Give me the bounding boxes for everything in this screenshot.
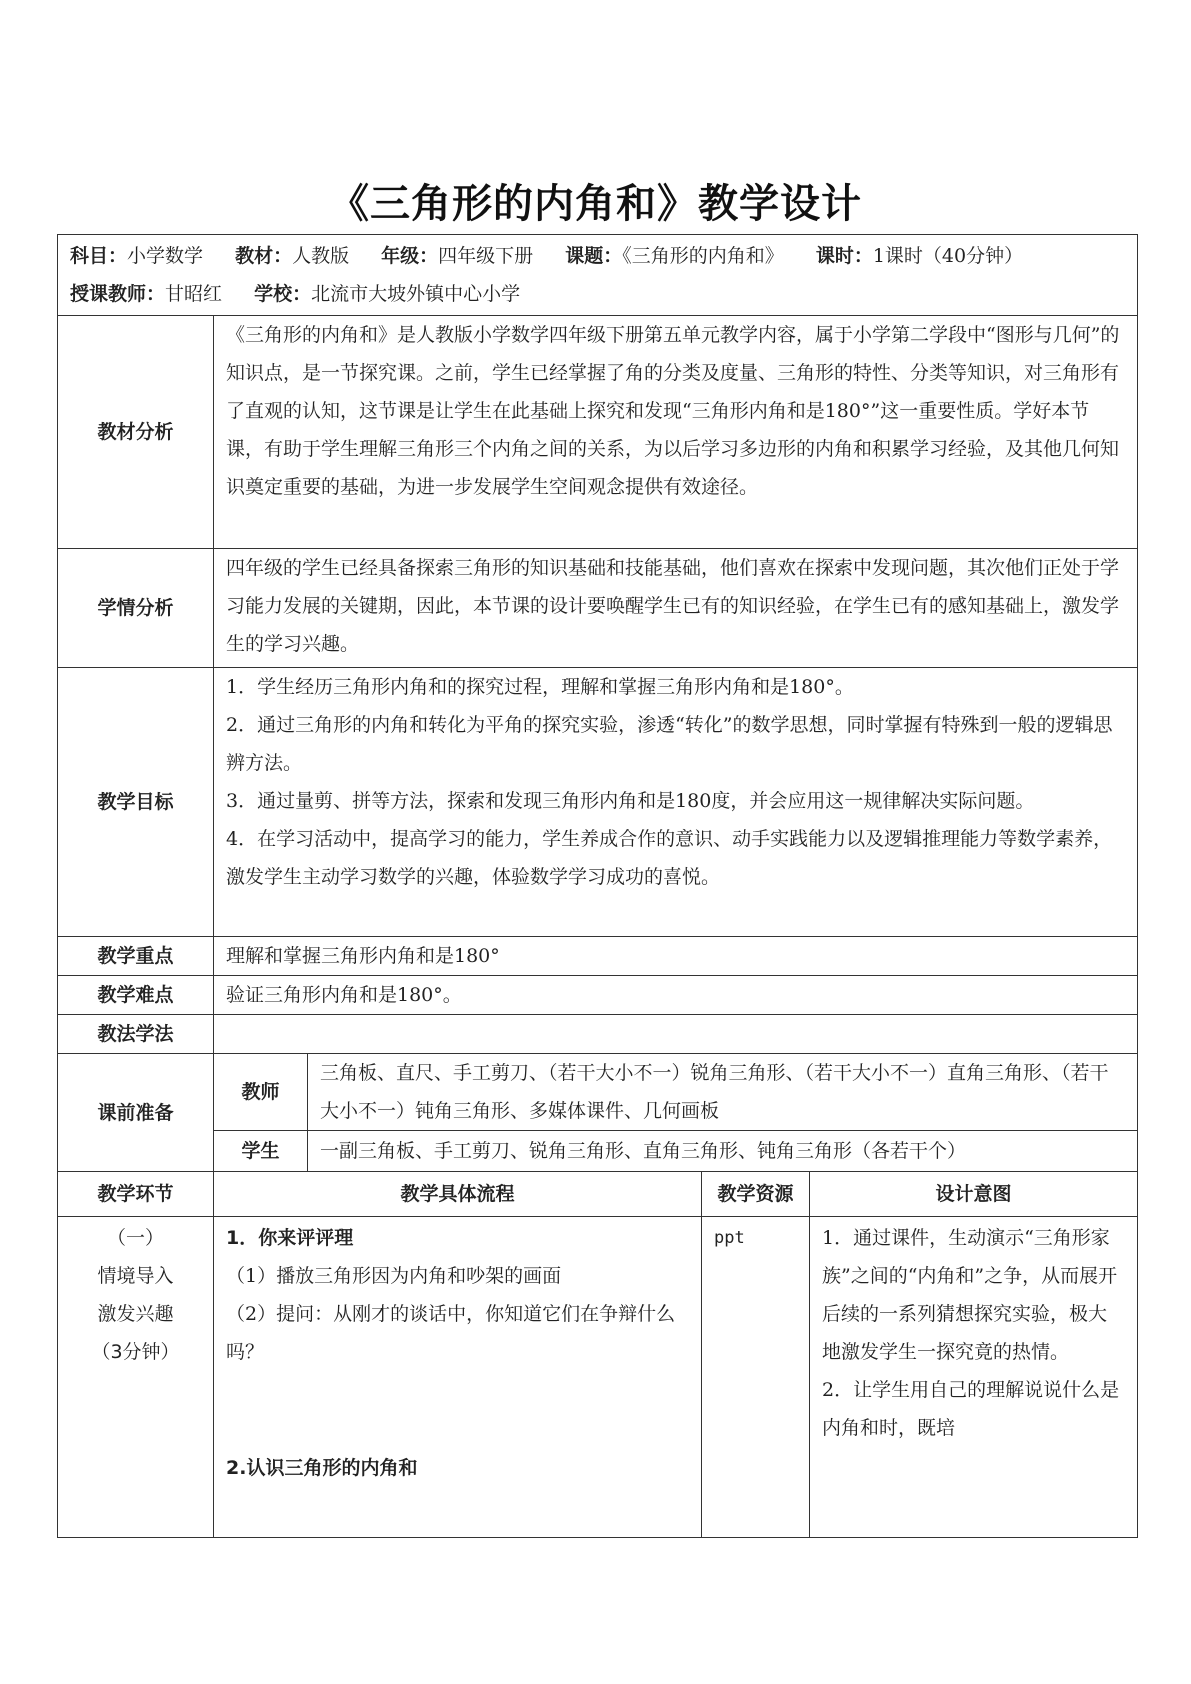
difficulty-row — [58, 976, 1138, 1015]
subject-value: 小学数学 — [127, 245, 204, 267]
methods-label: 教法学法 — [58, 1015, 214, 1054]
textbook-value: 人教版 — [292, 245, 350, 267]
stage1-intent — [810, 1217, 1138, 1538]
prep-student-text: 一副三角板、手工剪刀、锐角三角形、直角三角形、钝角三角形（各若干个） — [308, 1131, 1138, 1172]
header-flow: 教学具体流程 — [214, 1172, 702, 1217]
goal-item: 4．在学习活动中，提高学习的能力，学生养成合作的意识、动手实践能力以及逻辑推理能力等数学素养，激发学生主动学习数学的兴趣，体验数学学习成功的喜悦。 — [226, 828, 1113, 888]
goals-list — [214, 668, 1138, 937]
school-value: 北流市大坡外镇中心小学 — [311, 283, 521, 305]
key-point-text: 理解和掌握三角形内角和是180° — [214, 937, 1138, 976]
stage1-name: 情境导入 — [97, 1265, 174, 1287]
material-text: 《三角形的内角和》是人教版小学数学四年级下册第五单元教学内容，属于小学第二学段中“图形与几何”的知识点，是一节探究课。之前，学生已经掌握了角的分类及度量、三角形的特性、分类等知识，对三角形有了直观的认知，这节课是让学生在此基础上探究和发现“三角形内角和是180°”这一重要性质。学好本节课，有助于学生理解三角形三个内角之间的关系，为以后学习多边形的内角和积累学习经验，及其他几何知识奠定重要的基础，为进一步发展学生空间观念提供有效途径。 — [214, 316, 1138, 549]
key-point-row — [58, 937, 1138, 976]
students-text: 四年级的学生已经具备探索三角形的知识基础和技能基础，他们喜欢在探索中发现问题，其次他们正处于学习能力发展的关键期，因此，本节课的设计要唤醒学生已有的知识经验，在学生已有的感知基础上，激发学生的学习兴趣。 — [214, 549, 1138, 668]
material-row — [58, 316, 1138, 549]
methods-row — [58, 1015, 1138, 1054]
lesson-plan-table — [57, 234, 1138, 1538]
intent-item: 1．通过课件，生动演示“三角形家族”之间的“内角和”之争，从而展开后续的一系列猜想探究实验，极大地激发学生一探究竟的热情。 — [822, 1227, 1118, 1363]
grade-value: 四年级下册 — [438, 245, 534, 267]
methods-text — [214, 1015, 1138, 1054]
prep-student-row — [58, 1131, 1138, 1172]
flow-step: （2）提问：从刚才的谈话中，你知道它们在争辩什么吗？ — [226, 1303, 676, 1363]
goal-item: 3．通过量剪、拼等方法，探索和发现三角形内角和是180度，并会应用这一规律解决实际问题。 — [226, 790, 1035, 812]
flow-step: （1）播放三角形因为内角和吵架的画面 — [226, 1265, 562, 1287]
teacher-value: 甘昭红 — [165, 283, 223, 305]
process-header-row — [58, 1172, 1138, 1217]
flow-heading: 2.认识三角形的内角和 — [226, 1457, 418, 1479]
intent-item: 2．让学生用自己的理解说说什么是内角和时，既培 — [822, 1379, 1120, 1439]
stage1-num: （一） — [106, 1227, 164, 1249]
goal-item: 2．通过三角形的内角和转化为平角的探究实验，渗透“转化”的数学思想，同时掌握有特殊到一般的逻辑思辨方法。 — [226, 714, 1113, 774]
stage1-time: （3分钟） — [91, 1341, 180, 1363]
stage1-cell — [58, 1217, 214, 1538]
students-label: 学情分析 — [58, 549, 214, 668]
info-row: 科目：小学数学 教材：人教版 年级：四年级下册 课题：《三角形的内角和》 课时：1课时（40分钟） 授课教师：甘昭红 学校：北流市大坡外镇中心小学 — [58, 235, 1138, 316]
students-row — [58, 549, 1138, 668]
resource-ppt: ppt — [714, 1228, 745, 1248]
goals-label: 教学目标 — [58, 668, 214, 937]
hours-value: 1课时（40分钟） — [872, 245, 1024, 267]
prep-teacher-text: 三角板、直尺、手工剪刀、（若干大小不一）锐角三角形、（若干大小不一）直角三角形、（若干大小不一）钝角三角形、多媒体课件、几何画板 — [308, 1054, 1138, 1131]
material-label: 教材分析 — [58, 316, 214, 549]
stage1-resource — [702, 1217, 810, 1538]
topic-value: 《三角形的内角和》 — [622, 245, 784, 267]
prep-teacher-row — [58, 1054, 1138, 1131]
goal-item: 1．学生经历三角形内角和的探究过程，理解和掌握三角形内角和是180°。 — [226, 676, 854, 698]
header-stage: 教学环节 — [58, 1172, 214, 1217]
header-resource: 教学资源 — [702, 1172, 810, 1217]
stage1-flow — [214, 1217, 702, 1538]
prep-student-label: 学生 — [214, 1131, 308, 1172]
goals-row — [58, 668, 1138, 937]
difficulty-text: 验证三角形内角和是180°。 — [214, 976, 1138, 1015]
flow-heading: 1．你来评评理 — [226, 1227, 354, 1249]
header-intent: 设计意图 — [810, 1172, 1138, 1217]
page-title: 《三角形的内角和》教学设计 — [329, 181, 862, 227]
prep-teacher-label: 教师 — [214, 1054, 308, 1131]
stage1-row — [58, 1217, 1138, 1538]
difficulty-label: 教学难点 — [58, 976, 214, 1015]
prep-label: 课前准备 — [58, 1054, 214, 1172]
key-point-label: 教学重点 — [58, 937, 214, 976]
stage1-name: 激发兴趣 — [97, 1303, 174, 1325]
